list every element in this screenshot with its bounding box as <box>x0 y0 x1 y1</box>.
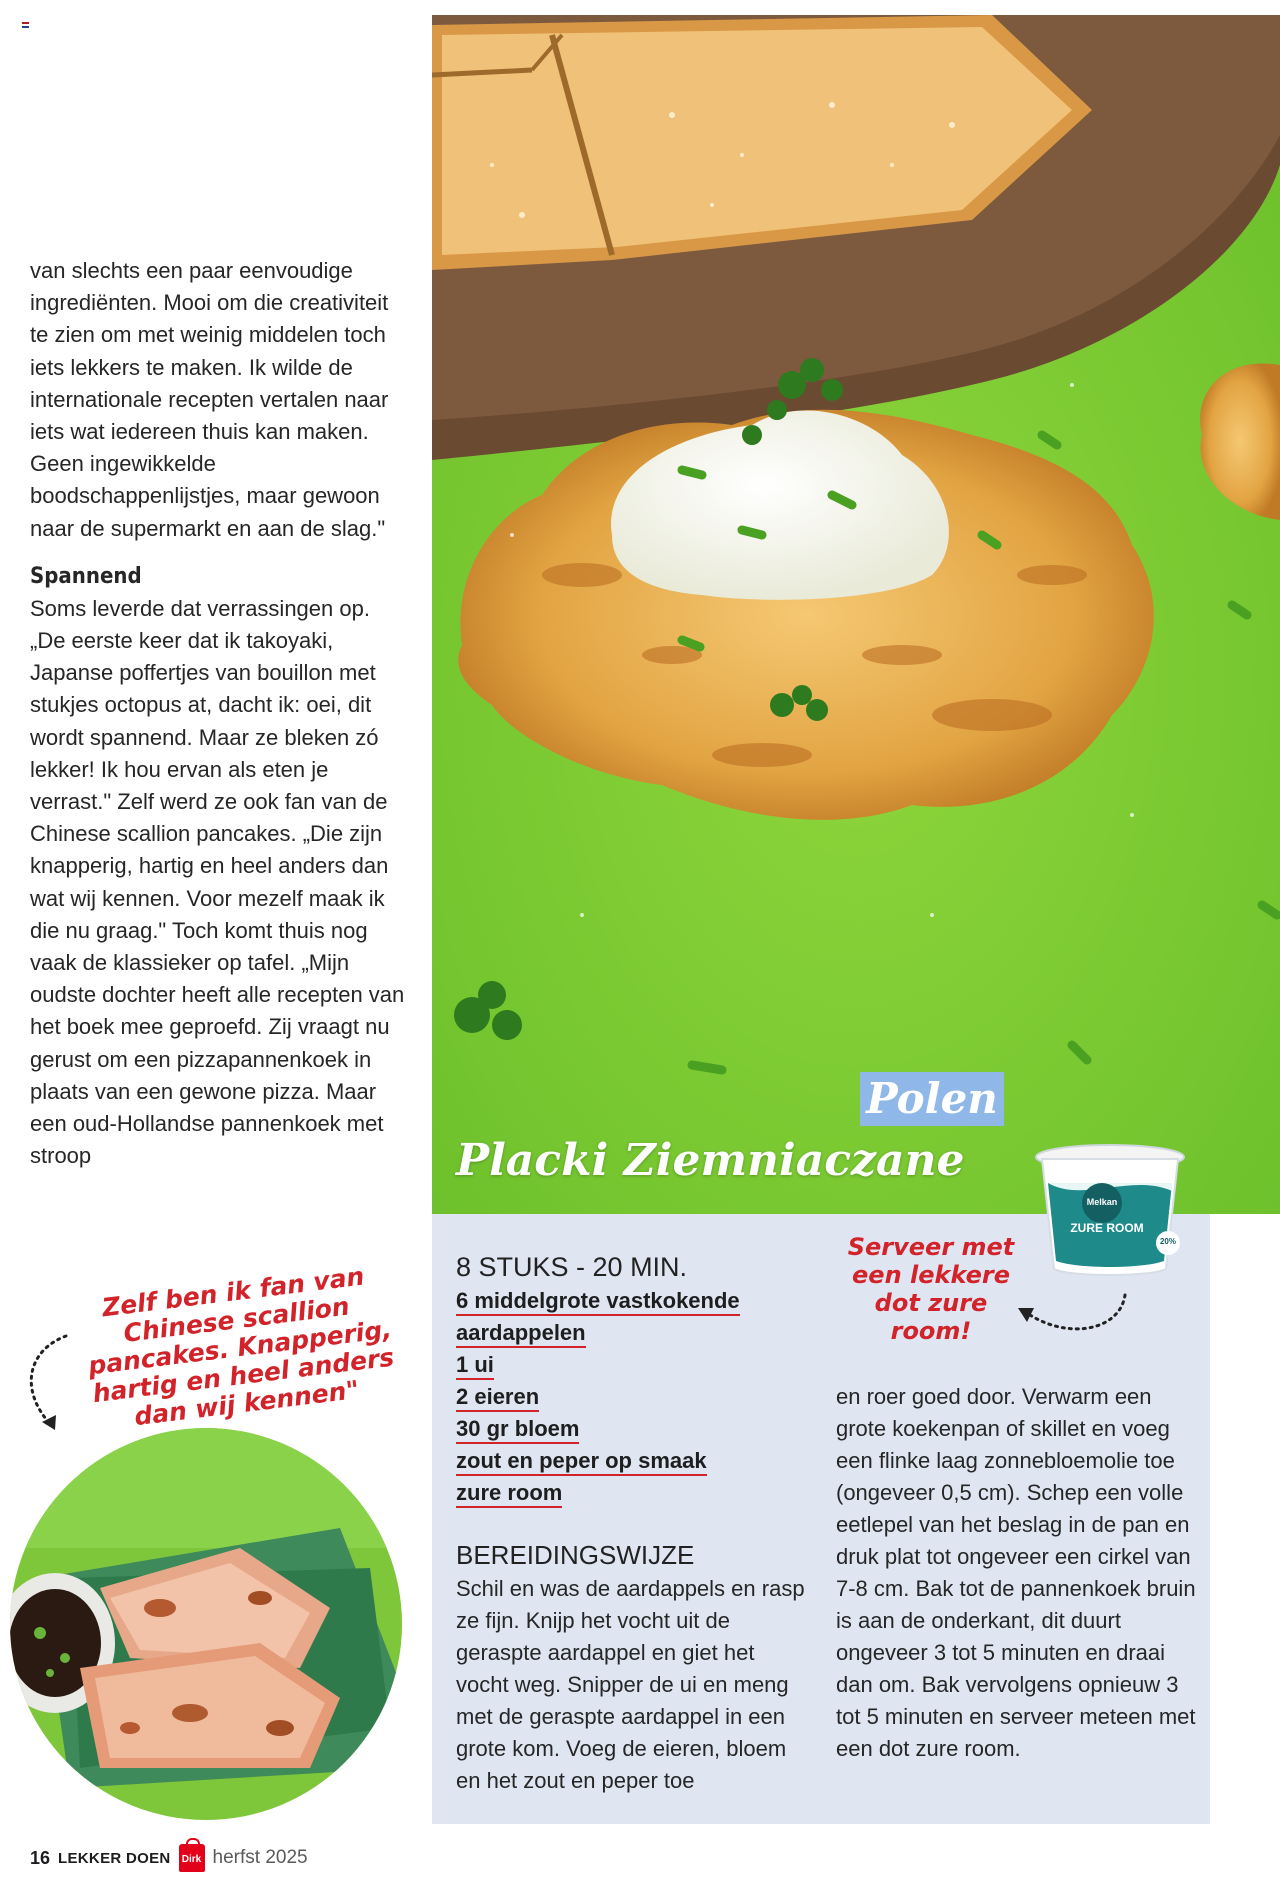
ingredient-item: 30 gr bloem <box>456 1413 740 1445</box>
ingredient-item: zout en peper op smaak <box>456 1445 740 1477</box>
sour-cream-product <box>1032 1143 1188 1279</box>
country-tag: Polen <box>860 1072 1004 1126</box>
magazine-name: LEKKER DOEN <box>58 1849 171 1867</box>
section-heading: Spannend <box>30 563 142 589</box>
method-heading: BEREIDINGSWIJZE <box>456 1540 695 1570</box>
product-brand: Melkan <box>1086 1197 1118 1207</box>
page-footer <box>30 1846 308 1870</box>
serving-tip: Serveer met een lekkere dot zure room! <box>847 1233 1015 1345</box>
method-text-continued: en roer goed door. Verwarm een grote koekenpan of skillet en voeg een flinke laag zonnebloemolie toe (ongeveer 0,5 cm). Schep een volle eetlepel van het beslag in de pan en druk plat tot ongeveer een cirkel van 7-8 cm. Bak tot de pannenkoek bruin is aan de onderkant, dit duurt ongeveer 3 tot 5 minuten en draai dan om. Bak vervolgens opnieuw 3 tot 5 minuten en serveer meteen met een dot zure room. <box>836 1384 1196 1761</box>
method-text: Schil en was de aardappels en rasp ze fijn. Knijp het vocht uit de geraspte aardappel en giet het vocht weg. Snipper de ui en meng met de geraspte aardappel in een grote kom. Voeg de eieren, bloem en het zout en peper toe <box>456 1576 805 1793</box>
article-paragraph: Soms leverde dat verrassingen op. „De eerste keer dat ik takoyaki, Japanse poffertjes van bouillon met stukjes octopus at, dacht ik: oei, dit wordt spannend. Maar ze bleken zó lekker! Ik hou ervan als eten je verrast." Zelf werd ze ook fan van de Chinese scallion pancakes. „Die zijn knapperig, hartig en heel anders dan wat wij kennen. Voor mezelf maak ik die nu graag." Toch komt thuis nog vaak de klassieker op tafel. „Mijn oudste dochter heeft alle recepten van het boek mee geproefd. Zij vraagt nu gerust om een pizzapannenkoek in plaats van een gewone pizza. Maar een oud-Hollandse pannenkoek met stroop <box>30 595 405 1169</box>
ingredient-item: aardappelen <box>456 1317 740 1349</box>
ingredient-item: 2 eieren <box>456 1381 740 1413</box>
ingredient-item: 6 middelgrote vastkokende <box>456 1285 740 1317</box>
recipe-title: Placki Ziemniaczane <box>456 1135 965 1186</box>
dotted-arrow-icon <box>1010 1290 1135 1345</box>
dirk-logo-icon: Dirk <box>179 1844 205 1872</box>
issue-season: herfst 2025 <box>212 1847 308 1868</box>
ingredient-item: 1 ui <box>456 1349 740 1381</box>
product-name: ZURE ROOM <box>1070 1221 1144 1235</box>
article-paragraph: van slechts een paar eenvoudige ingrediënten. Mooi om die creativiteit te zien om met weinig middelen toch iets lekkers te maken. Ik wilde de internationale recepten vertalen naar iets wat iedereen thuis kan maken. Geen ingewikkelde boodschappenlijstjes, maar gewoon naar de supermarkt en aan de slag." <box>30 258 389 541</box>
page-number: 16 <box>30 1847 51 1868</box>
flag-icon <box>22 22 29 28</box>
potato-pancake-photo <box>432 15 1280 1214</box>
product-fat-label: 20% <box>1159 1237 1176 1246</box>
ingredient-item: zure room <box>456 1477 740 1509</box>
scallion-pancake-photo <box>10 1428 402 1820</box>
article-text-column <box>30 255 410 1172</box>
dotted-arrow-icon <box>18 1330 78 1440</box>
servings-time: 8 STUKS - 20 MIN. <box>456 1252 688 1282</box>
handwritten-quote: Zelf ben ik fan van Chinese scallion pancakes. Knapperig, hartig en heel anders dan wij kennen" <box>86 1261 396 1432</box>
ingredient-list <box>456 1285 740 1509</box>
